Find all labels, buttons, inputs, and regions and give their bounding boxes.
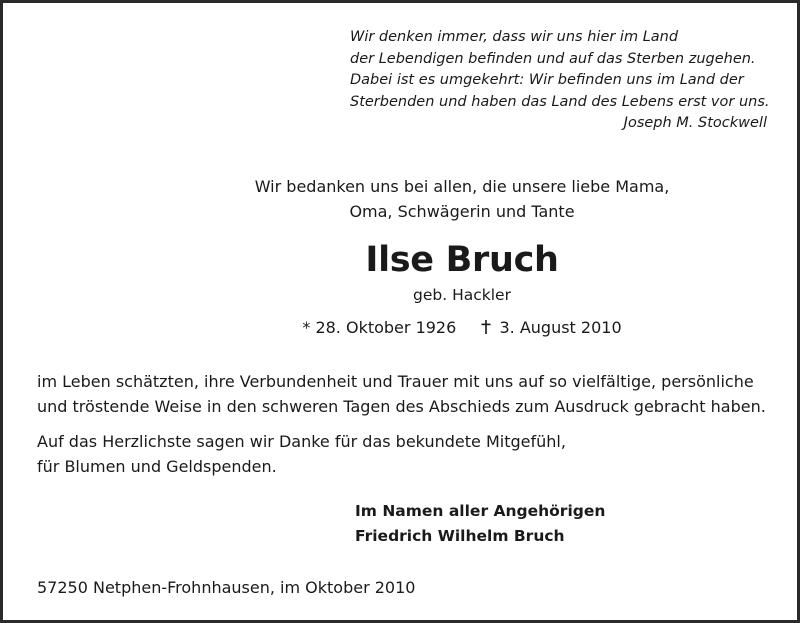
signature-block bbox=[355, 499, 755, 549]
body-line: und tröstende Weise in den schweren Tagen des Abschieds zum Ausdruck gebracht haben. bbox=[37, 397, 766, 416]
deceased-name: Ilse Bruch bbox=[365, 240, 559, 280]
place-date: 57250 Netphen-Frohnhausen, im Oktober 2010 bbox=[37, 578, 416, 597]
birth-date: * 28. Oktober 1926 bbox=[302, 318, 457, 337]
cross-icon bbox=[481, 317, 491, 331]
thanks-intro-line: Oma, Schwägerin und Tante bbox=[349, 202, 575, 221]
quote-line: der Lebendigen befinden und auf das Sterben zugehen. bbox=[350, 50, 756, 67]
body-line: im Leben schätzten, ihre Verbundenheit und Trauer mit uns auf so vielfältige, persönliche bbox=[37, 372, 754, 391]
quote-line: Dabei ist es umgekehrt: Wir befinden uns im Land der bbox=[350, 72, 744, 88]
body-paragraph-1 bbox=[37, 369, 777, 419]
quote-line: Wir denken immer, dass wir uns hier im Land bbox=[350, 29, 679, 45]
body-line: Auf das Herzlichste sagen wir Danke für das bekundete Mitgefühl, bbox=[37, 432, 566, 451]
body-line: für Blumen und Geldspenden. bbox=[37, 457, 277, 476]
quote-author: Joseph M. Stockwell bbox=[623, 115, 767, 131]
maiden-name: geb. Hackler bbox=[413, 286, 511, 304]
signature-line: Friedrich Wilhelm Bruch bbox=[355, 527, 565, 545]
quote-block bbox=[350, 27, 775, 135]
thanks-intro-line: Wir bedanken uns bei allen, die unsere liebe Mama, bbox=[254, 177, 670, 196]
quote-line: Sterbenden und haben das Land des Lebens erst vor uns. bbox=[350, 93, 770, 110]
body-paragraph-2 bbox=[37, 429, 777, 479]
thanks-intro bbox=[203, 174, 721, 224]
life-dates bbox=[203, 316, 721, 340]
signature-line: Im Namen aller Angehörigen bbox=[355, 502, 606, 520]
death-date: 3. August 2010 bbox=[499, 318, 622, 337]
